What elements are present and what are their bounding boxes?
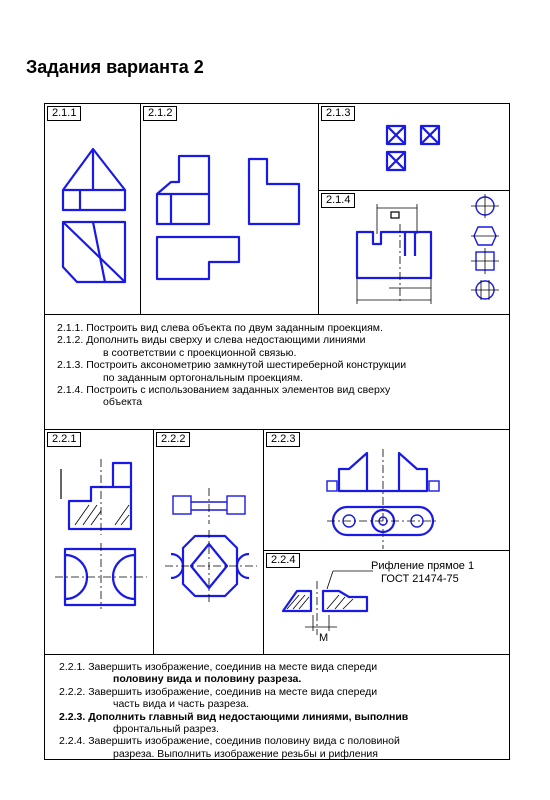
divider [318, 190, 510, 191]
drawing-2-1-1 [55, 142, 135, 302]
task-2-1-4-cont: объекта [103, 396, 143, 409]
page-title: Задания варианта 2 [26, 57, 204, 77]
dimension-label-m: М [319, 632, 329, 644]
knurl-annotation-line2: ГОСТ 21474-75 [381, 573, 459, 585]
divider [140, 104, 141, 314]
divider [45, 654, 509, 655]
drawing-2-2-3 [313, 449, 453, 549]
drawing-2-2-2 [165, 484, 261, 610]
task-2-2-1: 2.2.1. Завершить изображение, соединив на месте вида спереди [59, 661, 378, 673]
drawing-2-1-2 [149, 144, 319, 294]
drawing-2-1-3 [383, 124, 453, 184]
task-2-1-1: 2.1.1. Построить вид слева объекта по двум заданным проекциям. [57, 322, 383, 334]
divider [153, 429, 154, 654]
cell-label-2-2-3: 2.2.3 [266, 432, 300, 447]
cell-label-2-2-1: 2.2.1 [47, 432, 81, 447]
cell-label-2-2-4: 2.2.4 [266, 553, 300, 568]
task-2-2-1-cont: половину вида и половину разреза. [113, 673, 302, 686]
task-list-2-1 [57, 322, 406, 409]
task-2-1-4: 2.1.4. Построить с использованием заданных элементов вид сверху [57, 384, 391, 397]
divider [263, 429, 264, 654]
task-2-1-2-cont: в соответствии с проекционной связью. [103, 346, 297, 359]
drawing-2-2-1 [55, 459, 151, 609]
task-2-2-3-cont: фронтальный разрез. [113, 723, 219, 736]
divider [263, 550, 509, 551]
cell-label-2-1-4: 2.1.4 [321, 193, 355, 208]
knurl-annotation-line1: Рифление прямое 1 [371, 560, 475, 572]
task-list-2-2 [59, 661, 408, 760]
task-2-2-3: 2.2.3. Дополнить главный вид недостающими линиями, выполнив [59, 710, 409, 723]
task-2-1-3-cont: по заданным ортогональным проекциям. [103, 371, 303, 384]
cell-label-2-1-1: 2.1.1 [47, 106, 81, 121]
divider [45, 314, 509, 315]
assignment-sheet [44, 103, 510, 760]
task-2-1-2: 2.1.2. Дополнить виды сверху и слева недостающими линиями [57, 334, 366, 347]
drawing-2-1-4 [345, 194, 510, 312]
cell-label-2-2-2: 2.2.2 [156, 432, 190, 447]
task-2-2-4: 2.2.4. Завершить изображение, соединив половину вида с половиной [59, 735, 400, 748]
task-2-2-2-cont: часть вида и часть разреза. [113, 698, 250, 711]
drawing-2-2-4 [277, 569, 397, 649]
cell-label-2-1-3: 2.1.3 [321, 106, 355, 121]
task-2-2-2: 2.2.2. Завершить изображение, соединив на месте вида спереди [59, 685, 378, 698]
cell-label-2-1-2: 2.1.2 [143, 106, 177, 121]
task-2-1-3: 2.1.3. Построить аксонометрию замкнутой шестиреберной конструкции [57, 359, 407, 372]
task-2-2-4-cont: разреза. Выполнить изображение резьбы и рифления [113, 747, 378, 760]
divider [45, 429, 509, 430]
